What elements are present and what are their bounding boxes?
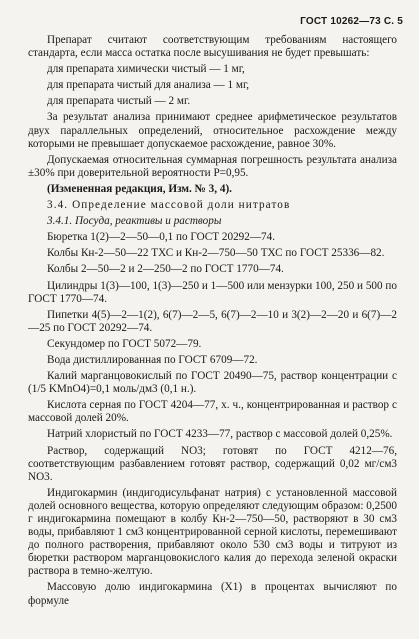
- list-item: для препарата чистый для анализа — 1 мг,: [47, 79, 250, 92]
- paragraph: Массовую долю индигокармина (X1) в процентах вычисляют по формуле: [28, 581, 397, 607]
- paragraph: Натрий хлористый по ГОСТ 4233—77, раствор с массовой долей 0,25%.: [47, 428, 393, 441]
- paragraph: Кислота серная по ГОСТ 4204—77, х. ч., концентрированная и раствор с массовой долей 20%.: [28, 399, 397, 425]
- paragraph: Препарат считают соответствующим требованиям настоящего стандарта, если масса остатка после высушивания не будет превышать:: [28, 34, 397, 60]
- document-body: [28, 34, 397, 611]
- paragraph: Индигокармин (индигодисульфанат натрия) с установленной массовой долей основного вещества, которую определяют следующим образом: 0,2500 г индигокармина помещают в колбу Кн-2—750—50, растворяют в 30 см3 воды, прибавляют 1 см3 концентрированной серной кислоты, перемешивают до полного растворения, прибавляют около 530 см3 воды и титруют из бюретки раствором марганцовокислого калия до перехода зеленой окраски раствора в темно-желтую.: [28, 486, 397, 578]
- list-item: для препарата чистый — 2 мг.: [47, 95, 191, 108]
- paragraph: Бюретка 1(2)—2—50—0,1 по ГОСТ 20292—74.: [47, 231, 276, 244]
- paragraph: Колбы Кн-2—50—22 ТХС и Кн-2—750—50 ТХС по ГОСТ 25336—82.: [47, 247, 385, 260]
- paragraph: Допускаемая относительная суммарная погрешность результата анализа ±30% при доверительной вероятности P=0,95.: [28, 153, 397, 179]
- list-item: для препарата химически чистый — 1 мг,: [47, 63, 245, 76]
- page-header: ГОСТ 10262—73 С. 5: [300, 16, 403, 27]
- paragraph: Колбы 2—50—2 и 2—250—2 по ГОСТ 1770—74.: [47, 263, 284, 276]
- paragraph: Пипетки 4(5)—2—1(2), 6(7)—2—5, 6(7)—2—10 и 3(2)—2—20 и 6(7)—2—25 по ГОСТ 20292—74.: [28, 308, 397, 334]
- section-heading: 3.4. Определение массовой доли нитратов: [47, 199, 291, 212]
- subsection-heading: 3.4.1. Посуда, реактивы и растворы: [47, 215, 222, 228]
- paragraph: Раствор, содержащий NO3; готовят по ГОСТ 4212—76, соответствующим разбавлением готовят раствор, содержащий 0,02 мг/см3 NO3.: [28, 444, 397, 483]
- paragraph: Цилиндры 1(3)—100, 1(3)—250 и 1—500 или мензурки 100, 250 и 500 по ГОСТ 1770—74.: [28, 279, 397, 305]
- paragraph: Калий марганцовокислый по ГОСТ 20490—75, раствор концентрации с (1/5 KMnO4)=0,1 моль/дм3 (0,1 н.).: [28, 370, 397, 396]
- paragraph: Секундомер по ГОСТ 5072—79.: [47, 337, 202, 350]
- paragraph: За результат анализа принимают среднее арифметическое результатов двух параллельных определений, относительное расхождение между которыми не превышает допускаемое расхождение, равное 30%.: [28, 111, 397, 150]
- amendment-note: (Измененная редакция, Изм. № 3, 4).: [47, 182, 232, 195]
- paragraph: Вода дистиллированная по ГОСТ 6709—72.: [47, 353, 258, 366]
